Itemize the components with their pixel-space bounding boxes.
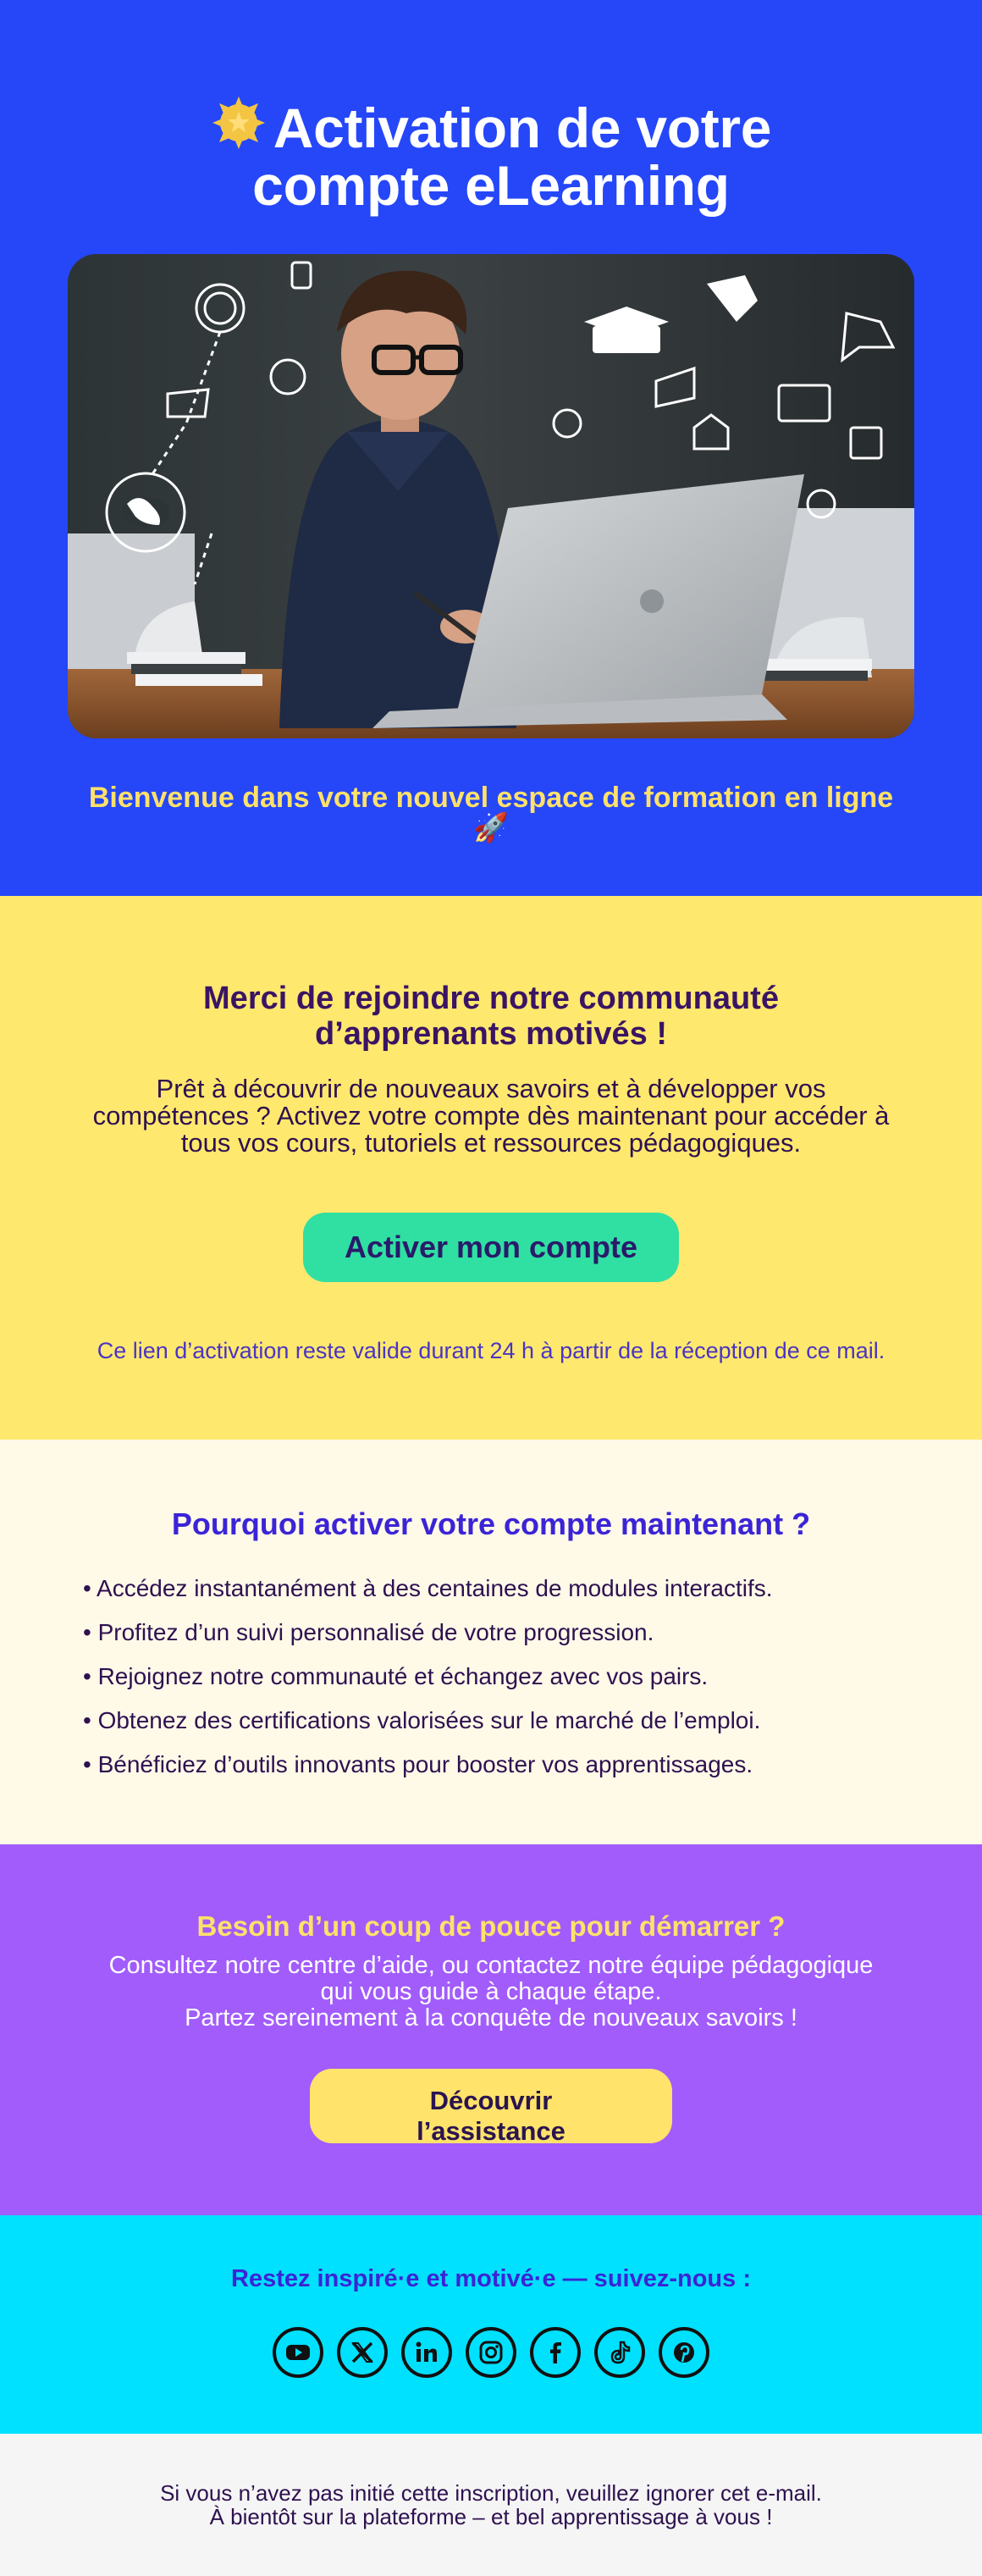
facebook-icon[interactable] [530, 2327, 581, 2378]
welcome-heading-line2: d’apprenants motivés ! [315, 1016, 667, 1052]
help-text-line1: Consultez notre centre d’aide, ou contactez notre équipe pédagogique [108, 1952, 874, 1979]
help-text-line3: Partez sereinement à la conquête de nouveaux savoirs ! [185, 2004, 797, 2032]
help-section [0, 1844, 982, 2215]
hero-title-line2: compte eLearning [252, 154, 730, 217]
benefits-list [83, 1575, 982, 1778]
help-text [0, 1953, 982, 2032]
hero-illustration [68, 254, 914, 738]
discover-assistance-line1: Découvrir [429, 2086, 553, 2115]
tiktok-icon[interactable] [594, 2327, 645, 2378]
welcome-intro-line1: Prêt à découvrir de nouveaux savoirs et à développer vos [156, 1074, 826, 1103]
social-heading: Restez inspiré·e et motivé·e — suivez-nous : [231, 2265, 751, 2292]
activate-account-button[interactable]: Activer mon compte [303, 1213, 679, 1282]
youtube-icon[interactable] [273, 2327, 323, 2378]
social-links [0, 2327, 982, 2378]
hero-title-line1: Activation de votre [273, 97, 772, 159]
hero-title [0, 95, 982, 217]
social-section [0, 2215, 982, 2434]
list-item: • Accédez instantanément à des centaines de modules interactifs. [83, 1575, 773, 1601]
hero-subtitle: Bienvenue dans votre nouvel espace de formation en ligne 🚀 [88, 782, 894, 844]
discover-assistance-button[interactable] [310, 2069, 672, 2143]
hero-section [0, 0, 982, 896]
footer-line2: À bientôt sur la plateforme – et bel apprentissage à vous ! [209, 2504, 773, 2529]
welcome-heading-line1: Merci de rejoindre notre communauté [203, 981, 779, 1016]
why-activate-section [0, 1440, 982, 1844]
footer-line1: Si vous n’avez pas initié cette inscription, veuillez ignorer cet e-mail. [160, 2480, 822, 2506]
discover-assistance-line2: l’assistance [417, 2116, 565, 2143]
activation-validity-note: Ce lien d’activation reste valide durant 24 h à partir de la réception de ce mail. [97, 1338, 885, 1363]
linkedin-icon[interactable] [401, 2327, 452, 2378]
list-item: • Profitez d’un suivi personnalisé de votre progression. [83, 1619, 654, 1645]
why-heading: Pourquoi activer votre compte maintenant ? [171, 1506, 811, 1541]
welcome-intro-line3: tous vos cours, tutoriels et ressources pédagogiques. [180, 1128, 802, 1158]
welcome-heading [0, 981, 982, 1052]
welcome-section [0, 896, 982, 1440]
footer-text [0, 2481, 982, 2529]
footer-section [0, 2434, 982, 2576]
welcome-intro [68, 1075, 914, 1157]
x-icon[interactable] [337, 2327, 388, 2378]
list-item: • Rejoignez notre communauté et échangez avec vos pairs. [83, 1663, 709, 1689]
help-heading: Besoin d’un coup de pouce pour démarrer ? [196, 1910, 786, 1942]
pinterest-icon[interactable] [659, 2327, 709, 2378]
list-item: • Obtenez des certifications valorisées sur le marché de l’emploi. [83, 1707, 761, 1733]
welcome-intro-line2: compétences ? Activez votre compte dès maintenant pour accéder à [92, 1101, 890, 1130]
help-text-line2: qui vous guide à chaque étape. [320, 1978, 662, 2005]
list-item: • Bénéficiez d’outils innovants pour booster vos apprentissages. [83, 1751, 753, 1777]
star-badge-icon [211, 95, 267, 151]
instagram-icon[interactable] [466, 2327, 516, 2378]
student-laptop-illustration [68, 254, 914, 738]
